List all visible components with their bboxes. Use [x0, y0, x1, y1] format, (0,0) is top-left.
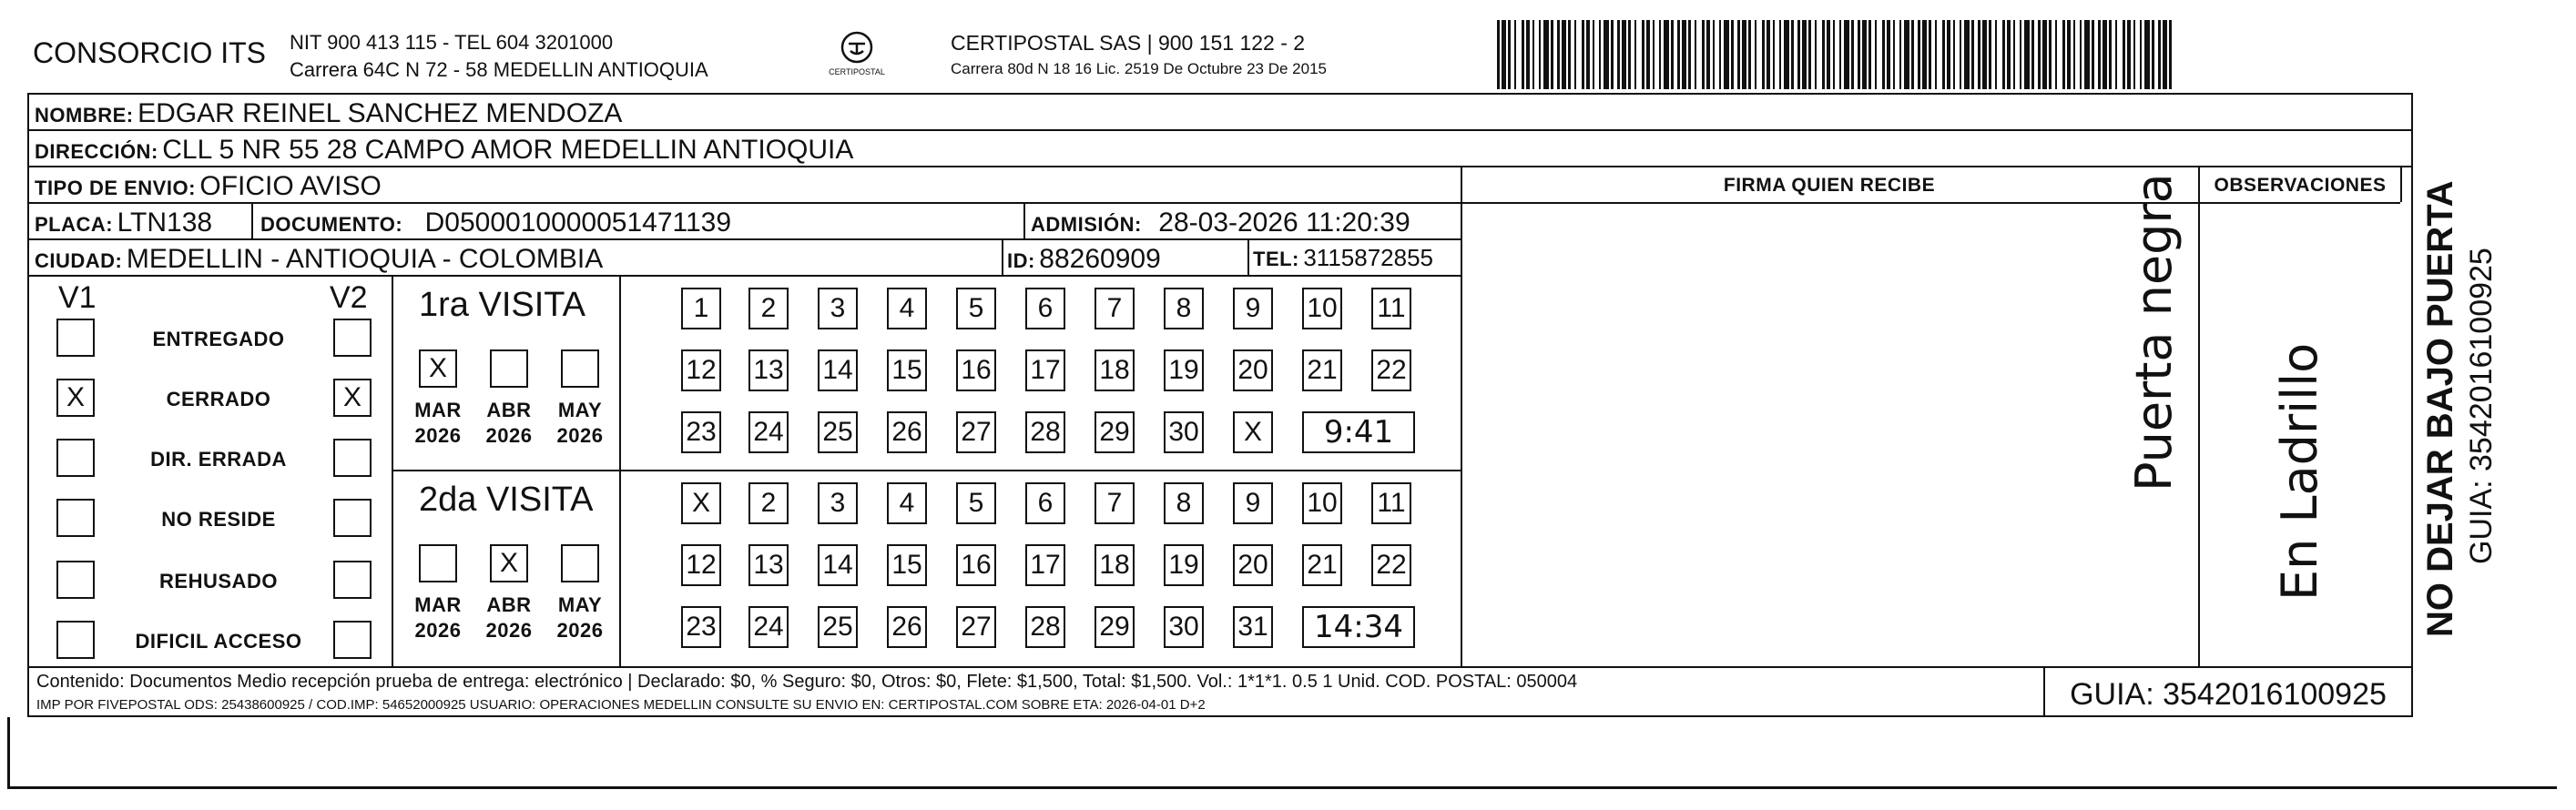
status-v2-checkbox[interactable] [333, 499, 372, 537]
tel-row [1253, 244, 1433, 272]
visit2-day-box[interactable]: 3 [818, 482, 858, 524]
visit1-day-box[interactable]: 15 [887, 349, 927, 391]
id-label: ID: [1007, 249, 1035, 272]
documento-value: D0500010000051471139 [424, 208, 732, 238]
visit2-day-box[interactable]: 19 [1164, 544, 1204, 586]
direccion-value: CLL 5 NR 55 28 CAMPO AMOR MEDELLIN ANTIOQUIA [162, 135, 854, 165]
observaciones-label: OBSERVACIONES [2214, 175, 2387, 196]
status-label: DIR. ERRADA [150, 448, 287, 471]
visit1-day-box[interactable]: 29 [1095, 411, 1135, 453]
carrier-address: Carrera 80d N 18 16 Lic. 2519 De Octubre 23 De 2015 [951, 60, 1327, 77]
id-row [1007, 244, 1161, 275]
visit2-day-box[interactable]: 23 [681, 606, 721, 648]
firma-label: FIRMA QUIEN RECIBE [1723, 175, 1936, 196]
visit1-month-checkbox[interactable] [490, 349, 528, 388]
status-v2-checkbox[interactable] [333, 621, 372, 659]
handwritten-note-1: Puerta negra [2125, 173, 2183, 491]
status-v2-checkbox[interactable]: X [333, 379, 372, 417]
visit1-day-box[interactable]: 4 [887, 288, 927, 329]
visit2-month-checkbox[interactable] [419, 544, 457, 582]
status-v1-checkbox[interactable] [56, 499, 95, 537]
barcode-bar [1791, 20, 1794, 89]
barcode-bar [1767, 20, 1770, 89]
barcode-bar [2103, 20, 2107, 89]
barcode-bar [2133, 20, 2135, 89]
barcode-bar [2098, 20, 2101, 89]
barcode-bar [1862, 20, 1867, 89]
barcode-bar [1844, 20, 1849, 89]
visit1-year-label: 2026 [485, 424, 533, 447]
barcode-bar [1642, 20, 1644, 89]
handwritten-note-2: En Ladrillo [2271, 342, 2328, 601]
tipo-row [35, 171, 382, 202]
status-v1-checkbox[interactable] [56, 439, 95, 477]
visit2-day-box[interactable]: 27 [956, 606, 996, 648]
barcode-bar [1833, 20, 1835, 89]
visit2-month-label: MAY [557, 593, 603, 616]
visit2-month-label: MAR [414, 593, 462, 616]
barcode-bar [1543, 20, 1549, 89]
barcode-bar [1706, 20, 1710, 89]
barcode-bar [1557, 20, 1560, 89]
visit1-day-box[interactable]: 2 [748, 288, 789, 329]
barcode-bar [1887, 20, 1890, 89]
barcode-bar [2020, 20, 2021, 89]
nombre-value: EDGAR REINEL SANCHEZ MENDOZA [137, 98, 623, 128]
visit2-day-box[interactable]: 22 [1371, 544, 1411, 586]
visit2-day-box[interactable]: 8 [1164, 482, 1204, 524]
barcode-bar [2092, 20, 2094, 89]
ciudad-row [35, 244, 603, 275]
barcode-bar [2140, 20, 2142, 89]
visit1-day-box[interactable]: 6 [1025, 288, 1065, 329]
barcode-bar [1677, 20, 1680, 89]
visit2-month-checkbox[interactable] [561, 544, 599, 582]
barcode-bar [1682, 20, 1686, 89]
side-warning: NO DEJAR BAJO PUERTA [2420, 180, 2460, 637]
barcode-bar [1617, 20, 1620, 89]
visit2-day-box[interactable]: 29 [1095, 606, 1135, 648]
barcode-bar [1671, 20, 1674, 89]
status-v2-checkbox[interactable] [333, 439, 372, 477]
barcode-bar [1604, 20, 1609, 89]
barcode-bar [1562, 20, 1566, 89]
barcode-bar [1851, 20, 1854, 89]
visit2-day-box[interactable]: 10 [1302, 482, 1342, 524]
visit2-day-box[interactable]: 16 [956, 544, 996, 586]
barcode-bar [1582, 20, 1584, 89]
id-value: 88260909 [1039, 244, 1161, 274]
barcode-bar [1922, 20, 1927, 89]
v1-label: V1 [58, 280, 97, 315]
barcode-bar [1695, 20, 1696, 89]
visit1-day-box[interactable]: 13 [748, 349, 789, 391]
visit1-day-box[interactable]: 10 [1302, 288, 1342, 329]
status-v2-checkbox[interactable] [333, 319, 372, 357]
visit1-title: 1ra VISITA [419, 286, 586, 324]
tipo-value: OFICIO AVISO [199, 171, 382, 201]
barcode-bar [2158, 20, 2161, 89]
barcode-bar [2073, 20, 2075, 89]
barcode-bar [1773, 20, 1775, 89]
visit2-day-box[interactable]: 14 [818, 544, 858, 586]
barcode-bar [1882, 20, 1885, 89]
barcode-bar [2109, 20, 2112, 89]
barcode-bar [1664, 20, 1669, 89]
barcode-bar [1539, 20, 1541, 89]
status-label: CERRADO [166, 388, 271, 410]
barcode [1497, 20, 2180, 89]
visit1-day-box[interactable]: 8 [1164, 288, 1204, 329]
barcode-bar [1964, 20, 1970, 89]
barcode-bar [1497, 20, 1500, 89]
company-name: CONSORCIO ITS [33, 36, 267, 69]
barcode-bar [2152, 20, 2154, 89]
visit2-day-box[interactable]: 21 [1302, 544, 1342, 586]
visit1-day-box[interactable]: 27 [956, 411, 996, 453]
barcode-bar [1719, 20, 1721, 89]
barcode-bar [2084, 20, 2090, 89]
logo-caption: CERTIPOSTAL [829, 67, 885, 76]
barcode-bar [1982, 20, 1987, 89]
barcode-bar [1960, 20, 1961, 89]
barcode-bar [1858, 20, 1860, 89]
visit1-day-box[interactable]: 1 [681, 288, 721, 329]
barcode-bar [2055, 20, 2057, 89]
barcode-bar [2169, 20, 2172, 89]
barcode-bar [1628, 20, 1631, 89]
barcode-bar [2038, 20, 2041, 89]
placa-value: LTN138 [117, 208, 213, 238]
visit2-day-box[interactable]: 26 [887, 606, 927, 648]
visit1-day-box[interactable]: 18 [1095, 349, 1135, 391]
visit1-day-box[interactable]: 22 [1371, 349, 1411, 391]
visit1-day-box[interactable]: 24 [748, 411, 789, 453]
placa-row [35, 208, 212, 238]
barcode-bar [1868, 20, 1871, 89]
visit2-title: 2da VISITA [419, 481, 594, 519]
visit1-day-box[interactable]: 21 [1302, 349, 1342, 391]
visit1-month-checkbox[interactable]: X [419, 349, 457, 388]
visit2-day-box[interactable]: 18 [1095, 544, 1135, 586]
visit1-day-box[interactable]: 26 [887, 411, 927, 453]
visit1-day-box[interactable]: 14 [818, 349, 858, 391]
barcode-bar [1688, 20, 1691, 89]
barcode-bar [1653, 20, 1655, 89]
visit1-day-box[interactable]: 5 [956, 288, 996, 329]
barcode-bar [1942, 20, 1945, 89]
barcode-bar [1568, 20, 1571, 89]
certipostal-logo [830, 27, 883, 80]
visit2-day-box[interactable]: 17 [1025, 544, 1065, 586]
carrier-name: CERTIPOSTAL SAS | 900 151 122 - 2 [951, 31, 1306, 55]
status-label: NO RESIDE [161, 508, 276, 531]
documento-label: DOCUMENTO: [260, 213, 403, 236]
visit1-day-box[interactable]: 11 [1371, 288, 1411, 329]
barcode-bar [2062, 20, 2065, 89]
barcode-bar [1929, 20, 1931, 89]
barcode-bar [1918, 20, 1920, 89]
nombre-label: NOMBRE: [35, 104, 134, 127]
footer-imp: IMP POR FIVEPOSTAL ODS: 25438600925 / COD.IMP: 54652000925 USUARIO: OPERACIONES MEDELLIN CONSULTE SU ENVIO EN: CERTIPOSTAL.COM SOBRE ETA: 2026-04-01 D+2 [36, 697, 1206, 713]
barcode-bar [2002, 20, 2005, 89]
visit2-day-box[interactable]: 20 [1233, 544, 1273, 586]
visit2-day-box[interactable]: 15 [887, 544, 927, 586]
barcode-bar [1755, 20, 1756, 89]
visit2-day-box[interactable]: 11 [1371, 482, 1411, 524]
barcode-bar [1713, 20, 1715, 89]
visit2-day-box[interactable]: 5 [956, 482, 996, 524]
barcode-bar [1808, 20, 1811, 89]
status-label: DIFICIL ACCESO [135, 630, 302, 653]
visit1-day-box[interactable]: 28 [1025, 411, 1065, 453]
visit1-day-box[interactable]: 12 [681, 349, 721, 391]
barcode-bar [2123, 20, 2125, 89]
barcode-bar [2049, 20, 2052, 89]
documento-row [260, 208, 731, 238]
visit2-day-box[interactable]: 28 [1025, 606, 1065, 648]
status-label: ENTREGADO [152, 328, 285, 350]
status-v1-checkbox[interactable] [56, 561, 95, 599]
admision-label: ADMISIÓN: [1031, 213, 1142, 236]
visit2-year-label: 2026 [414, 619, 462, 642]
barcode-bar [2042, 20, 2047, 89]
status-v2-checkbox[interactable] [333, 561, 372, 599]
visit1-day-box[interactable]: 19 [1164, 349, 1204, 391]
barcode-bar [1532, 20, 1534, 89]
barcode-bar [1989, 20, 1991, 89]
barcode-bar [2067, 20, 2071, 89]
direccion-row [35, 135, 853, 166]
barcode-bar [1875, 20, 1877, 89]
barcode-bar [1574, 20, 1576, 89]
visit2-month-label: ABR [486, 593, 532, 616]
visit1-day-box[interactable]: 17 [1025, 349, 1065, 391]
barcode-bar [1802, 20, 1807, 89]
status-v1-checkbox[interactable]: X [56, 379, 95, 417]
visit2-day-box[interactable]: 2 [748, 482, 789, 524]
barcode-bar [2127, 20, 2131, 89]
visit1-day-box[interactable]: 3 [818, 288, 858, 329]
visit2-day-box[interactable]: 9 [1233, 482, 1273, 524]
barcode-bar [2007, 20, 2011, 89]
barcode-bar [1971, 20, 1974, 89]
status-v1-checkbox[interactable] [56, 319, 95, 357]
barcode-bar [1779, 20, 1781, 89]
barcode-bar [1893, 20, 1895, 89]
barcode-bar [1815, 20, 1817, 89]
barcode-bar [1508, 20, 1511, 89]
visit1-month-label: MAR [414, 399, 462, 421]
barcode-bar [2080, 20, 2082, 89]
barcode-bar [1702, 20, 1705, 89]
visit1-day-box[interactable]: 7 [1095, 288, 1135, 329]
barcode-bar [1522, 20, 1524, 89]
visit1-month-label: ABR [486, 399, 532, 421]
barcode-bar [1599, 20, 1601, 89]
barcode-bar [2163, 20, 2167, 89]
barcode-bar [1978, 20, 1980, 89]
visit2-year-label: 2026 [485, 619, 533, 642]
visit2-day-box[interactable]: 30 [1164, 606, 1204, 648]
barcode-bar [1622, 20, 1626, 89]
visit2-day-box[interactable]: 12 [681, 544, 721, 586]
visit1-year-label: 2026 [556, 424, 604, 447]
visit2-month-checkbox[interactable]: X [490, 544, 528, 582]
visit1-year-label: 2026 [414, 424, 462, 447]
visit2-day-box[interactable]: X [681, 482, 721, 524]
visit2-day-box[interactable]: 7 [1095, 482, 1135, 524]
visit1-day-box[interactable]: 30 [1164, 411, 1204, 453]
barcode-bar [1646, 20, 1650, 89]
admision-value: 28-03-2026 11:20:39 [1158, 208, 1410, 238]
barcode-bar [2024, 20, 2030, 89]
direccion-label: DIRECCIÓN: [35, 140, 158, 163]
barcode-bar [1551, 20, 1553, 89]
tel-value: 3115872855 [1303, 244, 1434, 271]
barcode-bar [1797, 20, 1800, 89]
visit2-day-box[interactable]: 25 [818, 606, 858, 648]
barcode-bar [1995, 20, 1997, 89]
visit1-month-checkbox[interactable] [561, 349, 599, 388]
barcode-bar [1593, 20, 1594, 89]
barcode-bar [1742, 20, 1746, 89]
barcode-bar [1899, 20, 1901, 89]
footer-guia: GUIA: 3542016100925 [2070, 677, 2387, 712]
ciudad-value: MEDELLIN - ANTIOQUIA - COLOMBIA [126, 244, 604, 274]
admision-row [1031, 208, 1410, 238]
visit1-day-box[interactable]: 9 [1233, 288, 1273, 329]
footer-contenido: Contenido: Documentos Medio recepción prueba de entrega: electrónico | Declarado: $0, % Seguro: $0, Otros: $0, Flete: $1,500, Total: $1,500. Vol.: 1*1*1. 0.5 1 Unid. COD. POSTAL: 050004 [36, 672, 1578, 692]
barcode-bar [2013, 20, 2015, 89]
barcode-bar [1784, 20, 1789, 89]
visit1-day-box[interactable]: 16 [956, 349, 996, 391]
visit2-day-box[interactable]: 6 [1025, 482, 1065, 524]
barcode-bar [1911, 20, 1914, 89]
visit2-day-box[interactable]: 24 [748, 606, 789, 648]
barcode-bar [1737, 20, 1740, 89]
visit1-time-box[interactable]: 9:41 [1302, 411, 1415, 453]
barcode-bar [2144, 20, 2150, 89]
barcode-bar [1724, 20, 1729, 89]
visit1-day-box[interactable]: X [1233, 411, 1273, 453]
visit1-day-box[interactable]: 25 [818, 411, 858, 453]
nombre-row [35, 98, 622, 129]
visit2-time-box[interactable]: 14:34 [1302, 606, 1415, 648]
barcode-bar [1526, 20, 1530, 89]
barcode-bar [1659, 20, 1661, 89]
barcode-bar [2115, 20, 2117, 89]
barcode-bar [1947, 20, 1950, 89]
barcode-bar [1839, 20, 1841, 89]
visit2-day-box[interactable]: 4 [887, 482, 927, 524]
barcode-bar [1502, 20, 1506, 89]
barcode-bar [1731, 20, 1734, 89]
barcode-bar [1611, 20, 1614, 89]
visit1-day-box[interactable]: 20 [1233, 349, 1273, 391]
status-v1-checkbox[interactable] [56, 621, 95, 659]
tel-label: TEL: [1253, 248, 1299, 270]
status-label: REHUSADO [159, 570, 278, 592]
ciudad-label: CIUDAD: [35, 249, 123, 272]
barcode-bar [1634, 20, 1636, 89]
visit1-day-box[interactable]: 23 [681, 411, 721, 453]
barcode-bar [1514, 20, 1516, 89]
barcode-bar [1935, 20, 1937, 89]
barcode-bar [1904, 20, 1909, 89]
barcode-bar [1953, 20, 1955, 89]
barcode-bar [1748, 20, 1751, 89]
company-nit: NIT 900 413 115 - TEL 604 3201000 [290, 31, 614, 54]
barcode-bar [1762, 20, 1765, 89]
visit2-day-box[interactable]: 31 [1233, 606, 1273, 648]
company-address: Carrera 64C N 72 - 58 MEDELLIN ANTIOQUIA [290, 58, 708, 81]
visit1-month-label: MAY [557, 399, 603, 421]
barcode-bar [1586, 20, 1590, 89]
visit2-year-label: 2026 [556, 619, 604, 642]
v2-label: V2 [330, 280, 368, 315]
side-guia: GUIA: 3542016100925 [2464, 248, 2499, 564]
barcode-bar [1827, 20, 1830, 89]
tipo-label: TIPO DE ENVIO: [35, 177, 196, 199]
barcode-bar [1822, 20, 1825, 89]
visit2-day-box[interactable]: 13 [748, 544, 789, 586]
placa-label: PLACA: [35, 213, 114, 236]
barcode-bar [2031, 20, 2034, 89]
